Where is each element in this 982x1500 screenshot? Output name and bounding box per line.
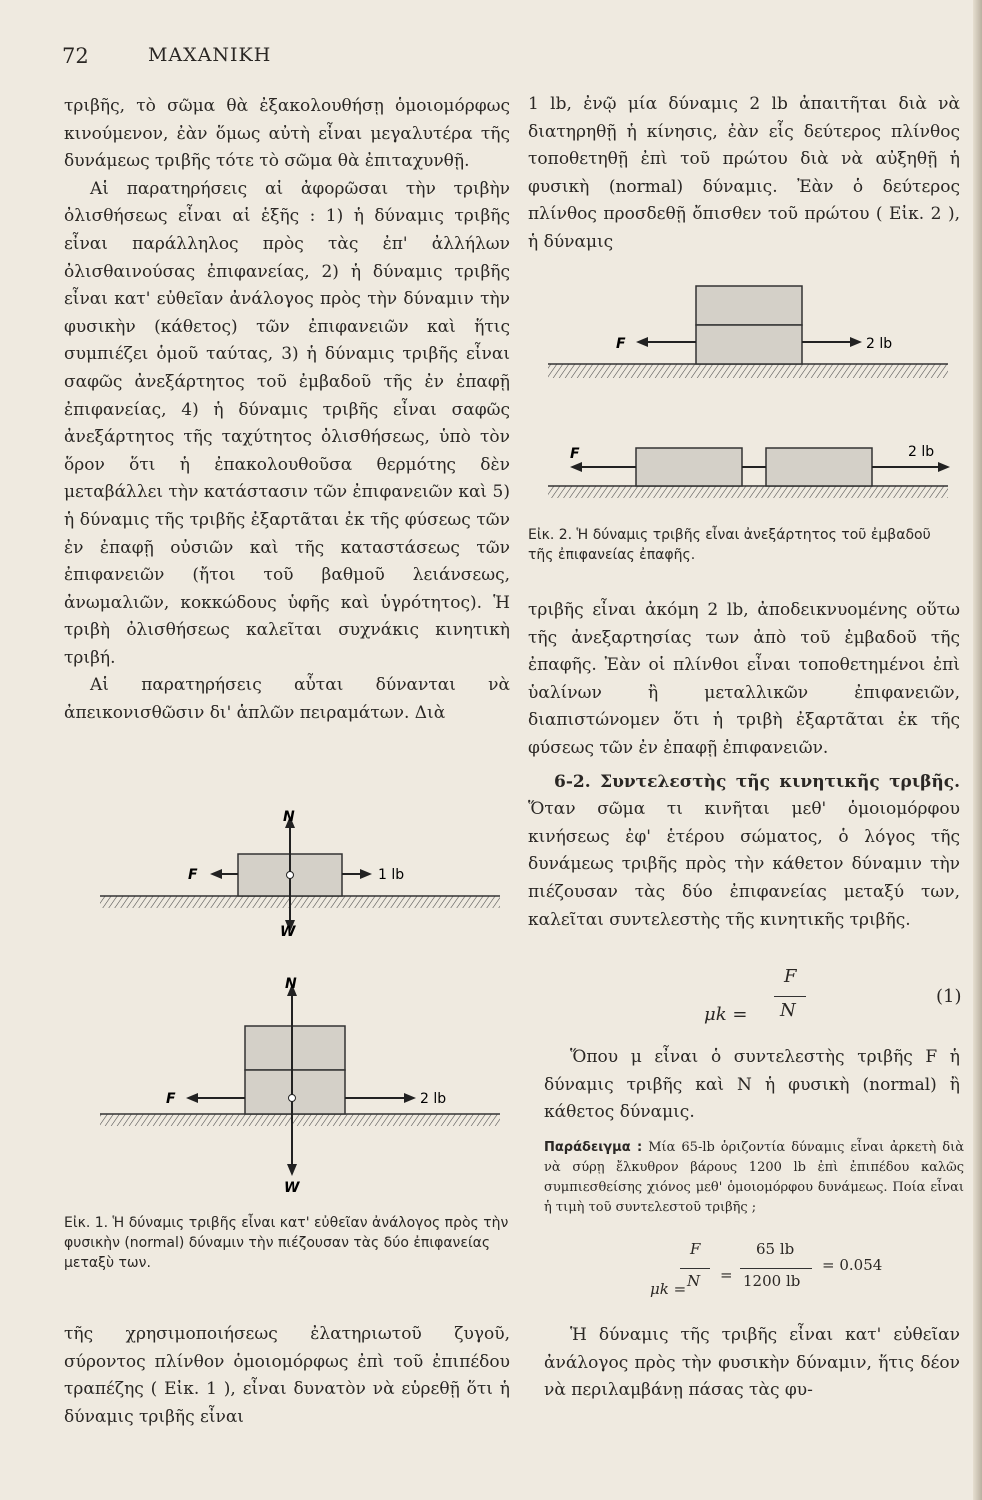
equals-sign: =: [720, 1266, 733, 1284]
ground-hatching: [548, 486, 948, 498]
figure-2-top-diagram: [548, 282, 958, 386]
example-numerator: 65 lb: [756, 1240, 795, 1258]
section-text: Ὅταν σῶμα τι κινῆται μεθ' ὁμοιομόρφου κινήσεως ἐφ' ἑτέρου σώματος, ὁ λόγος τῆς δυνάμεως τριβῆς πρὸς τὴν κάθετον δύναμιν τὴν πιέζουσαν τὰς δύο ἐπιφανείας μεταξύ των, καλεῖται συντελεστὴς τῆς κινητικῆς τριβῆς.: [528, 799, 960, 930]
force-label: 1 lb: [378, 867, 405, 883]
label-f: F: [188, 867, 198, 883]
pull-arrow-head: [850, 337, 862, 347]
label-w: W: [284, 1180, 300, 1196]
example-label: Παράδειγμα :: [544, 1140, 643, 1155]
page-edge: [973, 0, 982, 1500]
friction-arrow-head: [186, 1093, 198, 1103]
left-column-continuation: [64, 1321, 510, 1431]
force-label: 2 lb: [420, 1091, 447, 1107]
paragraph: Αἱ παρατηρήσεις αὗται δύνανται νὰ ἀπεικονισθῶσιν δι' ἁπλῶν πειραμάτων. Διὰ: [64, 675, 510, 724]
center-point: [289, 1095, 296, 1102]
figure-2-caption: Εἰκ. 2. Ἡ δύναμις τριβῆς εἶναι ἀνεξάρτητος τοῦ ἐμβαδοῦ τῆς ἐπιφανείας ἐπαφῆς.: [528, 527, 931, 563]
formula-denominator: N: [780, 1000, 796, 1021]
example-f: F: [690, 1240, 701, 1258]
example-n: N: [687, 1272, 701, 1290]
paragraph: Αἱ παρατηρήσεις αἱ ἀφορῶσαι τὴν τριβὴν ὀλισθήσεως εἶναι αἱ ἑξῆς : 1) ἡ δύναμις τριβῆς εἶναι παράλληλος πρὸς τὰς ἐπ' ἀλλήλων ὀλισθαινούσας ἐπιφανείας, 2) ἡ δύναμις τριβῆς εἶναι κατ' εὐθεῖαν ἀνάλογος πρὸς τὴν δύναμιν τὴν φυσικὴν (κάθετος) τῶν ἐπιφανειῶν καὶ ἥτις συμπιέζει ὁμοῦ ταύτας, 3) ἡ δύναμις τριβῆς εἶναι σαφῶς ἀνεξάρτητος τοῦ ἐμβαδοῦ τῆς ἐν ἐπαφῇ ἐπιφανείας, 4) ἡ δύναμις τριβῆς εἶναι σαφῶς ἀνεξάρτητος τῆς ταχύτητος ὀλισθήσεως, ὑπὸ τὸν ὅρον ὅτι ἡ ἐπακολουθοῦσα θερμότης δὲν μεταβάλλει τὴν κατάστασιν τῶν ἐπιφανειῶν καὶ 5) ἡ δύναμις τῆς τριβῆς ἐξαρτᾶται ἐκ τῆς φύσεως τῶν ἐν ἐπαφῇ οὐσιῶν καὶ τῆς καταστάσεως τῶν ἐπιφανειῶν (ἤτοι τοῦ βαθμοῦ λειάνσεως, ἀνωμαλιῶν, κοκκώδους ὑφῆς καὶ ὑγρότητος). Ἡ τριβὴ ὀλισθήσεως καλεῖται συχνάκις κινητικὴ τριβή.: [64, 178, 510, 668]
example-text: Μία 65-lb ὁριζοντία δύναμις εἶναι ἀρκετὴ διὰ νὰ σύρῃ ἔλκυθρον βάρους 1200 lb ἐπὶ ἐπιπέδου καλῶς συμπιεσθείσης χιόνος μεθ' ὁμοιομόρφου δυνάμεως. Ποία εἶναι ἡ τιμὴ τοῦ συντελεστοῦ τριβῆς ;: [544, 1140, 964, 1215]
paragraph: Ἡ δύναμις τῆς τριβῆς εἶναι κατ' εὐθεῖαν ἀνάλογος πρὸς τὴν φυσικὴν δύναμιν, ἥτις δέον νὰ περιλαμβάνῃ πάσας τὰς φυ-: [544, 1325, 960, 1401]
weight-arrow-head: [287, 1164, 297, 1176]
paragraph: τριβῆς, τὸ σῶμα θὰ ἐξακολουθήσῃ ὁμοιομόρφως κινούμενον, ἐὰν ὅμως αὐτὴ εἶναι μεγαλυτέρα τῆς δυνάμεως τριβῆς τότε τὸ σῶμα θὰ ἐπιταχυνθῇ.: [64, 96, 510, 172]
label-n: N: [283, 809, 295, 825]
paragraph: 1 lb, ἐνῷ μία δύναμις 2 lb ἀπαιτῆται διὰ νὰ διατηρηθῇ ἡ κίνησις, ἐὰν εἷς δεύτερος πλίνθος τοποθετηθῇ ἐπὶ τοῦ πρώτου διὰ νὰ αὐξηθῇ ἡ φυσικὴ (normal) δύναμις. Ἐὰν ὁ δεύτερος πλίνθος προσδεθῇ ὄπισθεν τοῦ πρώτου ( Εἰκ. 2 ), ἡ δύναμις: [528, 94, 960, 252]
formula-lhs: μk =: [704, 1004, 748, 1025]
closing-paragraph: [544, 1322, 960, 1405]
pull-arrow-head: [938, 462, 950, 472]
ground-hatching: [548, 364, 948, 378]
section-heading: 6-2. Συντελεστὴς τῆς κινητικῆς τριβῆς.: [554, 771, 960, 792]
front-block: [766, 448, 872, 486]
example-block: [544, 1138, 964, 1218]
example-paragraph: [544, 1138, 964, 1218]
section-paragraph: [528, 769, 960, 935]
fraction-bar: [740, 1268, 812, 1269]
left-column-text: [64, 93, 510, 728]
label-w: W: [280, 924, 296, 940]
figure-1-bottom-diagram: [100, 970, 520, 1200]
ground-hatching: [100, 896, 500, 908]
equation-number: (1): [936, 986, 962, 1007]
force-label: 2 lb: [866, 336, 893, 352]
figure-1-top-diagram: [100, 800, 520, 940]
fraction-bar: [680, 1268, 710, 1269]
paragraph: τῆς χρησιμοποιήσεως ἐλατηριωτοῦ ζυγοῦ, σύροντος πλίνθον ὁμοιομόρφως ἐπὶ τοῦ ἐπιπέδου τραπέζης ( Εἰκ. 1 ), εἶναι δυνατὸν νὰ εὑρεθῇ ὅτι ἡ δύναμις τριβῆς εἶναι: [64, 1324, 510, 1427]
rear-block: [636, 448, 742, 486]
paragraph: Ὅπου μ εἶναι ὁ συντελεστὴς τριβῆς F ἡ δύναμις τριβῆς καὶ N ἡ φυσικὴ (normal) ἢ κάθετος δύναμις.: [544, 1047, 960, 1123]
where-paragraph: [544, 1044, 960, 1127]
formula-numerator: F: [784, 966, 797, 987]
label-n: N: [285, 976, 297, 992]
right-column-text: [528, 91, 960, 257]
figure-2-bottom-diagram: [548, 434, 958, 506]
running-title: ΜΑΧΑΝΙΚΗ: [148, 44, 272, 66]
upper-block: [245, 1026, 345, 1070]
fraction-bar: [774, 996, 806, 997]
force-label: 2 lb: [908, 444, 935, 460]
example-denominator: 1200 lb: [743, 1272, 801, 1290]
ground-hatching: [100, 1114, 500, 1126]
example-result: = 0.054: [822, 1256, 883, 1274]
lower-block: [245, 1070, 345, 1114]
figure-1-caption: Εἰκ. 1. Ἡ δύναμις τριβῆς εἶναι κατ' εὐθεῖαν ἀνάλογος πρὸς τὴν φυσικὴν (normal) δύναμιν τὴν πιέζουσαν τὰς δύο ἐπιφανείας μεταξὺ των.: [64, 1215, 509, 1271]
lower-block: [696, 325, 802, 364]
friction-arrow-head: [570, 462, 582, 472]
example-lhs: μk =: [650, 1280, 687, 1298]
label-f: F: [166, 1091, 176, 1107]
friction-arrow-head: [210, 869, 222, 879]
friction-arrow-head: [636, 337, 648, 347]
pull-arrow-head: [360, 869, 372, 879]
label-f: F: [570, 446, 580, 462]
pull-arrow-head: [404, 1093, 416, 1103]
label-f: F: [616, 336, 626, 352]
page-number: 72: [62, 44, 89, 68]
right-column-continuation: [528, 597, 960, 934]
paragraph: τριβῆς εἶναι ἀκόμη 2 lb, ἀποδεικνυομένης οὕτω τῆς ἀνεξαρτησίας των ἀπὸ τοῦ ἐμβαδοῦ τῆς ἐπαφῆς. Ἐὰν οἱ πλίνθοι εἶναι τοποθετημένοι ἐπὶ ὑαλίνων ἢ μεταλλικῶν ἐπιφανειῶν, διαπιστώνομεν ὅτι ἡ τριβὴ ἐξαρτᾶται ἐκ τῆς φύσεως τῶν ἐν ἐπαφῇ ἐπιφανειῶν.: [528, 600, 960, 758]
upper-block: [696, 286, 802, 325]
center-point: [287, 872, 294, 879]
